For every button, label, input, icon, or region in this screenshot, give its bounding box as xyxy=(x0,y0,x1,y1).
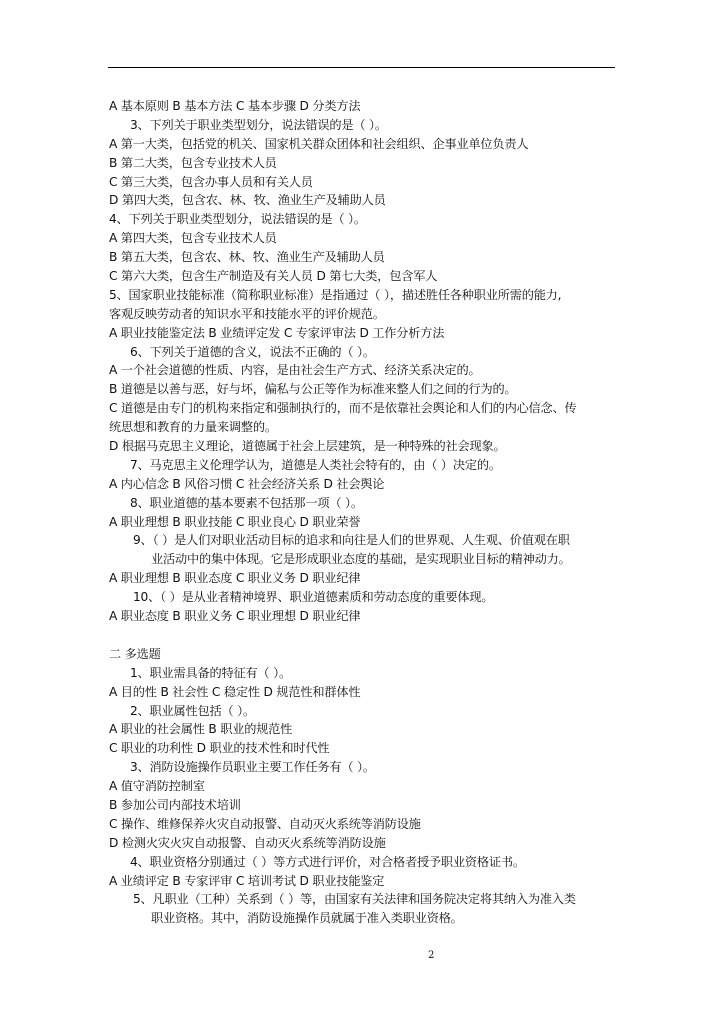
text-line: C 第六大类，包含生产制造及有关人员 D 第七大类，包含军人 xyxy=(109,269,438,284)
text-line: C 道德是由专门的机构来指定和强制执行的，而不是依靠社会舆论和人们的内心信念、传 xyxy=(109,401,577,416)
blank-line xyxy=(109,626,619,645)
text-line: 客观反映劳动者的知识水平和技能水平的评价规范。 xyxy=(109,306,385,321)
text-line: 职业资格。其中，消防设施操作员就属于准入类职业资格。 xyxy=(151,911,463,926)
text-line: A 职业理想 B 职业技能 C 职业良心 D 职业荣誉 xyxy=(109,514,361,529)
text-line: B 第五大类，包含农、林、牧、渔业生产及辅助人员 xyxy=(109,250,385,265)
text-line: B 参加公司内部技术培训 xyxy=(109,797,241,812)
text-line: A 第一大类，包括党的机关、国家机关群众团体和社会组织、企事业单位负责人 xyxy=(109,136,529,151)
text-line: 业活动中的集中体现。它是形成职业态度的基础，是实现职业目标的精神动力。 xyxy=(151,552,571,567)
text-line: 4、职业资格分别通过（ ）等方式进行评价，对合格者授予职业资格证书。 xyxy=(130,854,525,869)
text-line: D 检测火灾火灾自动报警、自动灭火系统等消防设施 xyxy=(109,835,386,850)
text-line: 7、马克思主义伦理学认为，道德是人类社会特有的，由（ ）决定的。 xyxy=(130,457,501,472)
text-line: A 第四大类，包含专业技术人员 xyxy=(109,231,277,246)
text-line: A 内心信念 B 风俗习惯 C 社会经济关系 D 社会舆论 xyxy=(109,476,385,491)
text-line: 2、职业属性包括（ ）。 xyxy=(130,703,256,718)
text-line: D 第四大类，包含农、林、牧、渔业生产及辅助人员 xyxy=(109,193,386,208)
text-line: A 目的性 B 社会性 C 稳定性 D 规范性和群体性 xyxy=(109,684,361,699)
text-line: C 操作、维修保养火灾自动报警、自动灭火系统等消防设施 xyxy=(109,816,421,831)
text-line: 8、职业道德的基本要素不包括那一项（ ）。 xyxy=(130,495,363,510)
text-line: A 基本原则 B 基本方法 C 基本步骤 D 分类方法 xyxy=(109,99,361,113)
document-body xyxy=(109,97,619,928)
text-line: 3、下列关于职业类型划分，说法错误的是（ ）。 xyxy=(130,117,387,132)
text-line: 9、（ ）是人们对职业活动目标的追求和向往是人们的世界观、人生观、价值观在职 xyxy=(133,533,570,548)
text-line: A 职业理想 B 职业态度 C 职业义务 D 职业纪律 xyxy=(109,571,361,586)
text-line: A 职业技能鉴定法 B 业绩评定发 C 专家评审法 D 工作分析方法 xyxy=(109,325,445,340)
text-line: 6、下列关于道德的含义，说法不正确的（ ）。 xyxy=(130,344,375,359)
text-line: 统思想和教育的力量来调整的。 xyxy=(109,420,277,435)
text-line: B 第二大类，包含专业技术人员 xyxy=(109,155,277,170)
text-line: D 根据马克思主义理论，道德属于社会上层建筑，是一种特殊的社会现象。 xyxy=(109,439,506,454)
text-line: 10、（ ）是从业者精神境界、职业道德素质和劳动态度的重要体现。 xyxy=(133,590,494,605)
text-line: A 一个社会道德的性质、内容，是由社会生产方式、经济关系决定的。 xyxy=(109,363,481,378)
text-line: C 职业的功利性 D 职业的技术性和时代性 xyxy=(109,741,330,756)
text-line: A 职业的社会属性 B 职业的规范性 xyxy=(109,722,293,737)
text-line: 5、凡职业（工种）关系到（ ）等，由国家有关法律和国务院决定将其纳入为准入类 xyxy=(133,892,576,907)
text-line: 5、国家职业技能标准（简称职业标准）是指通过（ ），描述胜任各种职业所需的能力, xyxy=(109,287,562,302)
text-line: A 值守消防控制室 xyxy=(109,779,205,794)
text-line: 二 多选题 xyxy=(109,646,161,661)
text-line: A 职业态度 B 职业义务 C 职业理想 D 职业纪律 xyxy=(109,609,361,624)
text-line: C 第三大类，包含办事人员和有关人员 xyxy=(109,174,313,189)
text-line: 1、职业需具备的特征有（ ）。 xyxy=(130,665,291,680)
text-line: B 道德是以善与恶，好与坏，偏私与公正等作为标准来整人们之间的行为的。 xyxy=(109,382,517,397)
text-line: 4、下列关于职业类型划分，说法错误的是（ ）。 xyxy=(109,212,366,227)
text-line: A 业绩评定 B 专家评审 C 培训考试 D 职业技能鉴定 xyxy=(109,873,385,888)
text-line: 3、消防设施操作员职业主要工作任务有（ ）。 xyxy=(130,760,375,775)
header-rule xyxy=(108,67,615,68)
page-number: 2 xyxy=(428,950,435,961)
